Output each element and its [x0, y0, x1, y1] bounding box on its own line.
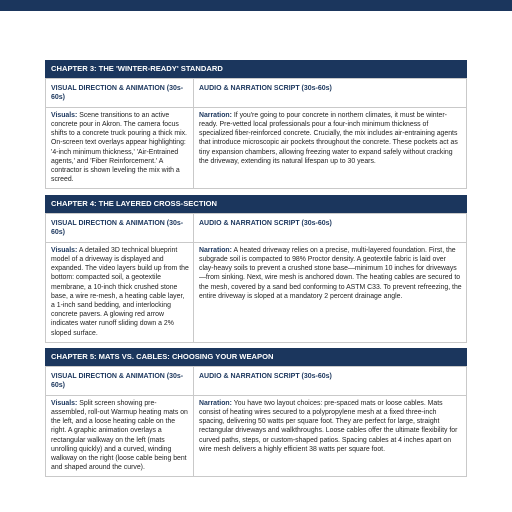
visuals-text: Scene transitions to an active concrete pour in Akron. The camera focus shifts to a concrete truck pouring a thick mix. On-screen text overlays appear highlighting: '4-inch minimum thickness,' 'Air-Entrained agents,' and 'Fiber Reinforcement.' A contractor is shown leveling the mix with a screed. [51, 111, 187, 184]
narration-text: A heated driveway relies on a precise, multi-layered foundation. First, the subgrade soil is compacted to 98% Proctor density. A geotextile fabric is laid over clay-heavy soils to prevent a crushed stone base—minimum 10 inches for driveways—from sinking. Next, wire mesh is anchored down. The heating cables are secured to the mesh, covered by a sand bed conforming to ASTM C33. To prevent refreezing, the entire driveway is sloped at a mandatory 2 percent drainage angle. [199, 246, 462, 300]
narration-cell [194, 107, 467, 189]
visuals-label: Visuals: [51, 399, 78, 407]
chapter-table [45, 366, 467, 477]
visuals-text: A detailed 3D technical blueprint model of a driveway is displayed and expanded. The video layers build up from the bottom: compacted soil, a geotextile membrane, a 10-inch thick crushed stone base, a wire re-mesh, a heating cable layer, a 1-inch sand bedding, and interlocking concrete pavers. A glowing red arrow indicates water runoff sliding down a 2% sloped surface. [51, 246, 189, 337]
top-banner [0, 0, 512, 11]
visuals-cell [46, 242, 194, 342]
table-row [46, 107, 467, 189]
narration-label: Narration: [199, 399, 232, 407]
chapter-3-section [45, 60, 467, 189]
audio-column-header: AUDIO & NARRATION SCRIPT (30s-60s) [194, 214, 467, 243]
chapter-table [45, 213, 467, 343]
audio-column-header: AUDIO & NARRATION SCRIPT (30s-60s) [194, 367, 467, 396]
chapter-title: CHAPTER 5: MATS VS. CABLES: CHOOSING YOUR WEAPON [45, 348, 467, 366]
table-header-row [46, 367, 467, 396]
narration-text: If you're going to pour concrete in northern climates, it must be winter-ready. Pre-vetted local professionals pour a four-inch minimum thickness of specialized fiber-reinforced concrete. Crucially, the mix includes air-entraining agents that introduce microscopic air pockets throughout the concrete. These pockets act as tiny expansion chambers, allowing freezing water to expand safely without cracking the driveway, extending its natural lifespan up to 30 years. [199, 111, 458, 165]
visuals-label: Visuals: [51, 111, 78, 119]
visuals-text: Split screen showing pre-assembled, roll-out Warmup heating mats on the left, and a loose heating cable on the right. A graphic animation overlays a rectangular walkway on the left (mats unrolling quickly) and a curved, winding walkway on the right (loose cable being bent and shaped around the curve). [51, 399, 188, 472]
chapter-5-section [45, 348, 467, 477]
chapter-title: CHAPTER 3: THE 'WINTER-READY' STANDARD [45, 60, 467, 78]
visuals-cell [46, 395, 194, 477]
narration-text: You have two layout choices: pre-spaced mats or loose cables. Mats consist of heating wires secured to a polypropylene mesh at a fixed three-inch spacing, delivering 50 watts per square foot. They are perfect for large, straight rectangular driveways and walkthroughs. Loose cables offer the ultimate flexibility for curved paths, steps, or custom-shaped patios. Spacing cables at 4 inches apart on wire mesh delivers a highly efficient 38 watts per square foot. [199, 399, 458, 453]
audio-column-header: AUDIO & NARRATION SCRIPT (30s-60s) [194, 79, 467, 108]
table-header-row [46, 214, 467, 243]
narration-cell [194, 242, 467, 342]
visual-column-header: VISUAL DIRECTION & ANIMATION (30s-60s) [46, 367, 194, 396]
narration-label: Narration: [199, 111, 232, 119]
visuals-label: Visuals: [51, 246, 78, 254]
visual-column-header: VISUAL DIRECTION & ANIMATION (30s-60s) [46, 214, 194, 243]
chapter-table [45, 78, 467, 189]
visuals-cell [46, 107, 194, 189]
chapter-4-section [45, 195, 467, 343]
narration-cell [194, 395, 467, 477]
narration-label: Narration: [199, 246, 232, 254]
table-header-row [46, 79, 467, 108]
table-row [46, 242, 467, 342]
chapter-title: CHAPTER 4: THE LAYERED CROSS-SECTION [45, 195, 467, 213]
visual-column-header: VISUAL DIRECTION & ANIMATION (30s-60s) [46, 79, 194, 108]
table-row [46, 395, 467, 477]
